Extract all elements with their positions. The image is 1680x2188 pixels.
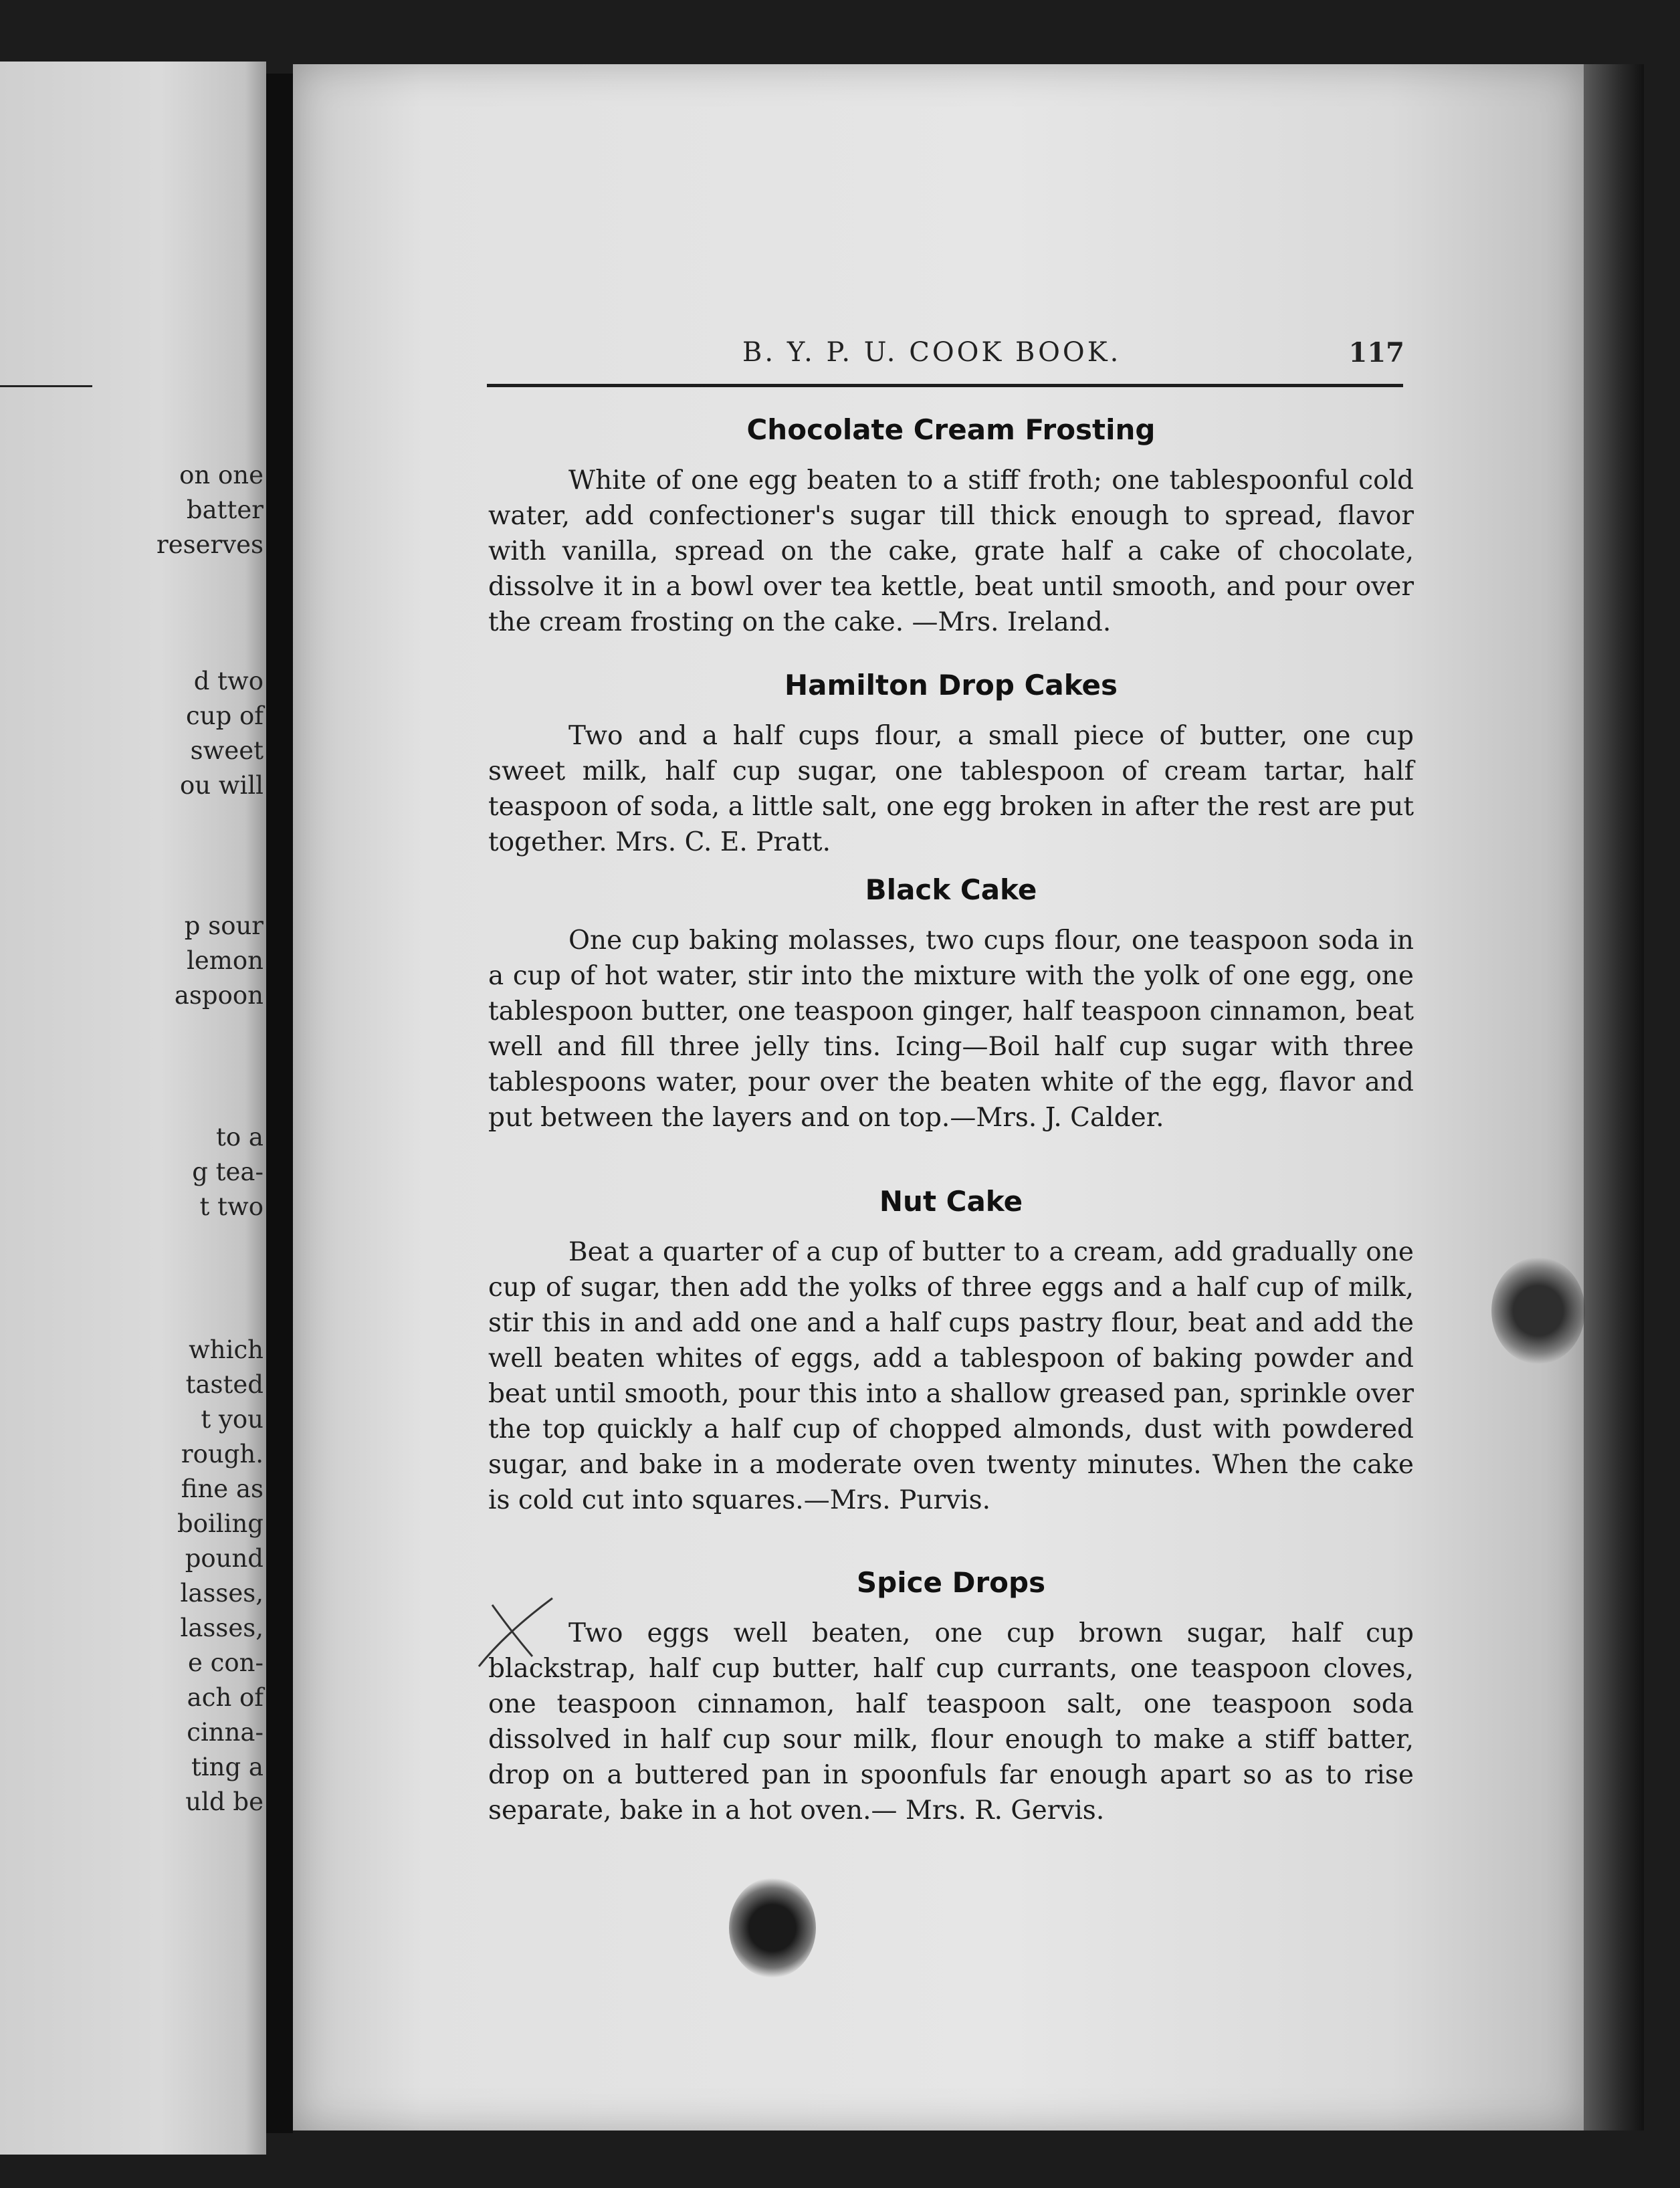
previous-page-text-fragment: aspoon — [174, 981, 264, 1010]
previous-page-text-fragment: on one — [179, 461, 264, 489]
previous-page-text-fragment: batter — [186, 496, 264, 524]
running-head-title: B. Y. P. U. COOK BOOK. — [742, 337, 1122, 368]
pencil-x-mark — [472, 1593, 559, 1673]
previous-page-text-fragment: ting a — [191, 1753, 264, 1781]
page-number: 117 — [1348, 337, 1404, 368]
previous-page-text-fragment: lasses, — [180, 1614, 264, 1642]
water-stain — [1491, 1257, 1585, 1364]
previous-page-text-fragment: cup of — [186, 701, 264, 730]
previous-page-text-fragment: p sour — [184, 911, 264, 940]
previous-page-text-fragment: sweet — [190, 736, 264, 765]
previous-page-text-fragment: t two — [199, 1192, 264, 1221]
previous-page-text-fragment: to a — [216, 1123, 264, 1152]
recipe-body: White of one egg beaten to a stiff froth; one tablespoonful cold water, add confectioner's sugar till thick enough to spread, flavor with vanilla, spread on the cake, grate half a cake of chocolate, dissolve it in a bowl over tea kettle, beat until smooth, and pour over the cream frosting on the cake. —Mrs. Ireland. — [488, 465, 1414, 637]
ink-stain — [729, 1878, 816, 1978]
previous-page-text-fragment: ou will — [179, 771, 264, 800]
previous-page-text-fragment: d two — [193, 667, 264, 695]
previous-page-text-fragment: t you — [201, 1405, 264, 1434]
previous-page-text-fragment: lasses, — [180, 1579, 264, 1608]
previous-page-text-fragment: uld be — [185, 1787, 264, 1816]
recipe-title: Nut Cake — [879, 1185, 1023, 1218]
recipe-body: Beat a quarter of a cup of butter to a cream, add gradually one cup of sugar, then add the yolks of three eggs and a half cup of milk, stir this in and add one and a half cups pastry flour, beat and add the well beaten whites of eggs, add a tablespoon of baking powder and beat until smooth, pour this into a shallow greased pan, sprinkle over the top quickly a half cup of chopped almonds, dust with powdered sugar, and bake in a moderate oven twenty minutes. When the cake is cold cut into squares.—Mrs. Purvis. — [488, 1237, 1414, 1515]
recipe-body: One cup baking molasses, two cups flour, one teaspoon soda in a cup of hot water, stir into the mixture with the yolk of one egg, one tablespoon butter, one teaspoon ginger, half teaspoon cinnamon, beat well and fill three jelly tins. Icing—Boil half cup sugar with three tablespoons water, pour over the beaten white of the egg, flavor and put between the layers and on top.—Mrs. J. Calder. — [488, 925, 1414, 1133]
previous-page-text-fragment: fine as — [181, 1474, 264, 1503]
previous-page-text-fragment: pound — [185, 1544, 264, 1573]
running-head — [488, 337, 1404, 377]
recipe-title: Chocolate Cream Frosting — [746, 413, 1156, 446]
previous-page-text-fragment: e con- — [188, 1648, 264, 1677]
book-spine — [266, 74, 293, 2133]
previous-page-text-fragment: which — [189, 1335, 264, 1364]
previous-page-text-fragment: boiling — [177, 1509, 264, 1538]
previous-page-text-fragment: rough. — [181, 1440, 264, 1468]
previous-page-text-fragment: cinna- — [187, 1718, 264, 1747]
recipe-title: Spice Drops — [856, 1566, 1046, 1599]
previous-page-text-fragment: g tea- — [192, 1158, 264, 1186]
header-rule — [487, 384, 1403, 387]
recipe-title: Black Cake — [865, 873, 1037, 906]
previous-page-text-fragment: tasted — [185, 1370, 264, 1399]
previous-page-text-fragment: lemon — [187, 946, 264, 975]
page-edge-shadow — [1584, 64, 1644, 2130]
recipe-body: Two and a half cups flour, a small piece of butter, one cup sweet milk, half cup sugar, one tablespoon of cream tartar, half teaspoon of soda, a little salt, one egg broken in after the rest are put together. Mrs. C. E. Pratt. — [488, 721, 1414, 857]
previous-page-text-fragment: reserves — [156, 530, 264, 559]
previous-page — [0, 62, 266, 2155]
recipe-body: Two eggs well beaten, one cup brown sugar, half cup blackstrap, half cup butter, half cup currants, one teaspoon cloves, one teaspoon cinnamon, half teaspoon salt, one teaspoon soda dissolved in half cup sour milk, flour enough to make a stiff batter, drop on a buttered pan in spoonfuls far enough apart so as to rise separate, bake in a hot oven.— Mrs. R. Gervis. — [488, 1618, 1414, 1826]
previous-page-rule — [0, 385, 92, 387]
previous-page-text-fragment: ach of — [187, 1683, 264, 1712]
recipe-title: Hamilton Drop Cakes — [784, 669, 1118, 701]
